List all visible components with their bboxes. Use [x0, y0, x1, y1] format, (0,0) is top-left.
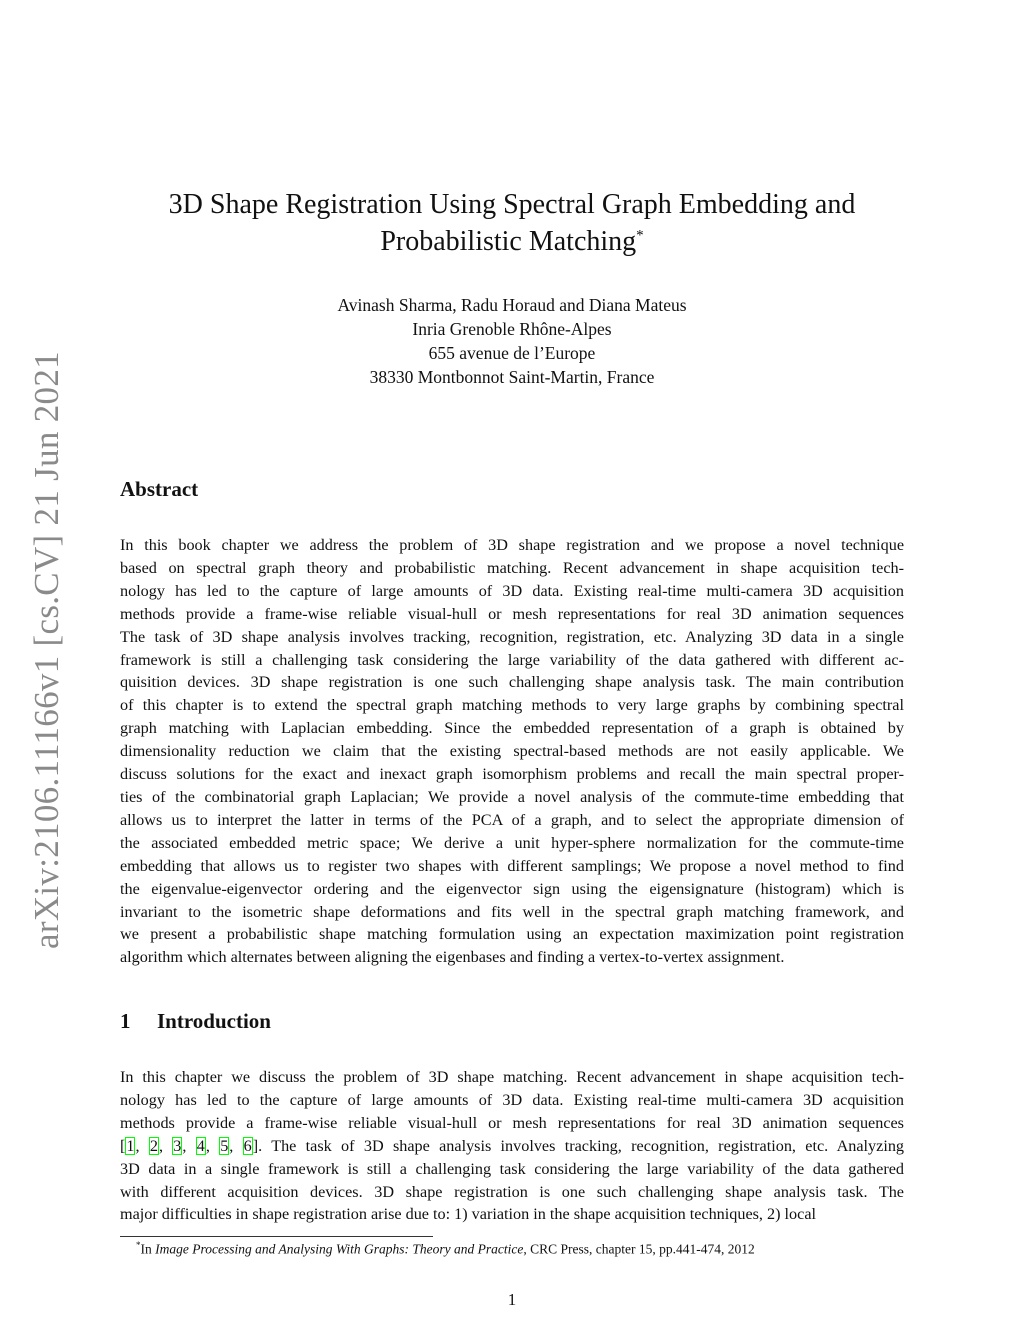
title-line-2-text: Probabilistic Matching — [380, 226, 637, 257]
citation-link[interactable]: 6 — [243, 1136, 252, 1155]
introduction-heading — [120, 1009, 271, 1034]
abstract-line: methods provide a frame-wise reliable visual-hull or mesh representations for real 3D animation sequences — [120, 604, 904, 623]
arxiv-identifier-stamp: arXiv:2106.11166v1 [cs.CV] 21 Jun 2021 — [27, 351, 66, 949]
abstract-line: embedding that allows us to register two shapes with different samplings; We propose a novel method to find — [120, 856, 904, 875]
title-line-1: 3D Shape Registration Using Spectral Graph Embedding and — [168, 189, 856, 220]
citation-close-bracket: ] — [252, 1136, 259, 1155]
citation-open-bracket: [ — [120, 1136, 126, 1155]
abstract-text — [120, 534, 904, 969]
citation-link[interactable]: 4 — [196, 1136, 205, 1155]
page-number: 1 — [507, 1290, 517, 1309]
citation-separator: , — [158, 1136, 173, 1155]
paper-title — [120, 186, 904, 260]
intro-line-with-citations — [120, 1135, 904, 1158]
citation-link[interactable]: 2 — [149, 1136, 158, 1155]
abstract-line: allows us to interpret the latter in terms of the PCA of a graph, and to select the appropriate dimension of — [120, 810, 904, 829]
abstract-line: nology has led to the capture of large amounts of 3D data. Existing real-time multi-camera 3D acquisition — [120, 581, 904, 600]
abstract-line: framework is still a challenging task considering the large variability of the data gathered with different ac- — [120, 650, 904, 669]
footnote-mark: * — [136, 1240, 141, 1250]
citation-link[interactable]: 5 — [220, 1136, 229, 1155]
abstract-line: the eigenvalue-eigenvector ordering and the eigenvector sign using the eigensignature (histogram) which is — [120, 879, 904, 898]
section-title: Introduction — [157, 1009, 271, 1033]
abstract-line: of this chapter is to extend the spectral graph matching methods to very large graphs by combining spectral — [120, 696, 904, 715]
abstract-line: the associated embedded metric space; We derive a unit hyper-sphere normalization for the commute-time — [120, 833, 904, 852]
author-affiliation: Inria Grenoble Rhône-Alpes — [412, 319, 612, 339]
intro-line: major difficulties in shape registration arise due to: 1) variation in the shape acquisition techniques, 2) local — [120, 1205, 817, 1224]
intro-line: nology has led to the capture of large amounts of 3D data. Existing real-time multi-camera 3D acquisition — [120, 1090, 904, 1109]
intro-line: methods provide a frame-wise reliable visual-hull or mesh representations for real 3D animation sequences — [120, 1113, 904, 1132]
footnote — [136, 1240, 755, 1258]
abstract-heading: Abstract — [120, 477, 199, 501]
abstract-line: we present a probabilistic shape matching formulation using an expectation maximization point registration — [120, 925, 904, 944]
intro-line: In this chapter we discuss the problem of 3D shape matching. Recent advancement in shape acquisition tech- — [120, 1068, 904, 1086]
intro-line: 3D data in a single framework is still a challenging task considering the large variability of the data gathered — [120, 1159, 904, 1178]
citation-separator: , — [229, 1136, 243, 1155]
citation-separator: , — [205, 1136, 220, 1155]
abstract-line: In this book chapter we address the problem of 3D shape registration and we propose a novel technique — [120, 536, 904, 554]
footnote-prefix: In — [140, 1241, 156, 1257]
footnote-book-title: Image Processing and Analysing With Graphs: Theory and Practice — [155, 1241, 524, 1257]
author-names: Avinash Sharma, Radu Horaud and Diana Mateus — [337, 295, 687, 315]
title-footnote-mark: * — [636, 227, 644, 244]
citation-line-rest: . The task of 3D shape analysis involves tracking, recognition, registration, etc. Analyzing — [258, 1136, 905, 1155]
abstract-line: algorithm which alternates between aligning the eigenbases and finding a vertex-to-vertex assignment. — [120, 948, 785, 967]
abstract-line: ties of the combinatorial graph Laplacian; We provide a novel analysis of the commute-time embedding that — [120, 787, 904, 806]
abstract-line: discuss solutions for the exact and inexact graph isomorphism problems and recall the main spectral proper- — [120, 765, 904, 784]
footnote-divider — [120, 1236, 433, 1237]
intro-line: with different acquisition devices. 3D shape registration is one such challenging shape analysis task. The — [120, 1182, 904, 1201]
author-street: 655 avenue de l’Europe — [428, 343, 596, 363]
abstract-line: invariant to the isometric shape deformations and fits well in the spectral graph matching framework, and — [120, 902, 904, 921]
author-block — [120, 293, 904, 389]
citation-link[interactable]: 1 — [126, 1136, 135, 1155]
abstract-line: graph matching with Laplacian embedding. Since the embedded representation of a graph is obtained by — [120, 719, 904, 738]
section-number: 1 — [120, 1009, 131, 1033]
abstract-line: The task of 3D shape analysis involves tracking, recognition, registration, etc. Analyzing 3D data in a single — [120, 627, 904, 646]
abstract-line: dimensionality reduction we claim that the existing spectral-based methods are not easily applicable. We — [120, 742, 904, 761]
introduction-text — [120, 1066, 904, 1226]
citation-separator: , — [135, 1136, 149, 1155]
title-line-2 — [120, 223, 904, 260]
author-city: 38330 Montbonnot Saint-Martin, France — [369, 367, 655, 387]
abstract-line: quisition devices. 3D shape registration is one such challenging shape analysis task. The main contribution — [120, 673, 904, 692]
citation-separator: , — [182, 1136, 196, 1155]
abstract-line: based on spectral graph theory and probabilistic matching. Recent advancement in shape acquisition tech- — [120, 558, 904, 577]
footnote-details: , CRC Press, chapter 15, pp.441-474, 2012 — [523, 1241, 755, 1257]
citation-link[interactable]: 3 — [173, 1136, 182, 1155]
